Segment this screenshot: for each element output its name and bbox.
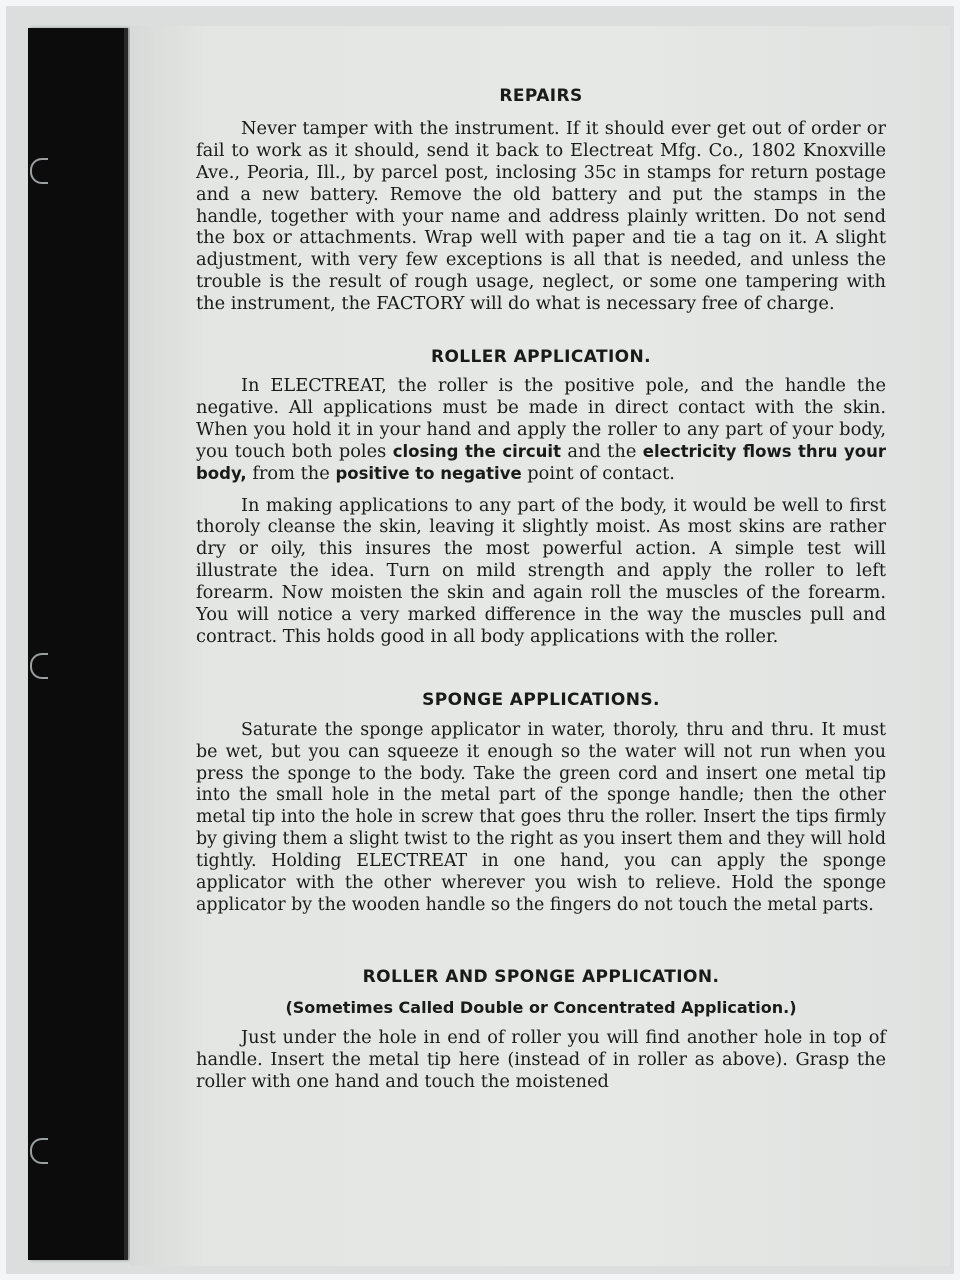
roller-sponge-subheading: (Sometimes Called Double or Concentrated Application.) [285, 997, 797, 1017]
roller-sponge-heading: ROLLER AND SPONGE APPLICATION. [362, 966, 720, 987]
roller-heading: ROLLER APPLICATION. [430, 347, 652, 368]
roller-paragraph-2: In making applications to any part of the body, it would be well to first thoroly cleanse the skin, leaving it slightly moist. As most skins are rather dry or oily, this insures the most powerful action. A simple test will illustrate the idea. Turn on mild strength and apply the roller to left forearm. Now moisten the skin and again roll the muscles of the forearm. You will notice a very marked difference in the way the muscles pull and contract. This holds good in all body applications with the roller. [196, 494, 886, 647]
roller-bold-closing-circuit: closing the circuit [392, 441, 561, 461]
roller-paragraph-1 [196, 375, 886, 485]
roller-text-c: and the [560, 440, 643, 462]
document-page [130, 26, 950, 1266]
repairs-heading: REPAIRS [499, 86, 583, 106]
book-binding [28, 28, 128, 1260]
roller-sponge-paragraph: Just under the hole in end of roller you will find another hole in top of handle. Insert the metal tip here (instead of in roller as above). Grasp the roller with one hand and touch the moistened [196, 1026, 886, 1092]
sponge-heading: SPONGE APPLICATIONS. [422, 689, 660, 710]
binding-ring [30, 158, 48, 184]
repairs-paragraph: Never tamper with the instrument. If it should ever get out of order or fail to work as it should, send it back to Electreat Mfg. Co., 1802 Knoxville Ave., Peoria, Ill., by parcel post, inclosing 35c in stamps for return postage and a new battery. Remove the old battery and put the stamps in the handle, together with your name and address plainly written. Do not send the box or attachments. Wrap well with paper and tie a tag on it. A slight adjustment, with very few exceptions is all that is needed, and unless the trouble is the result of rough usage, neglect, or some one tampering with the instrument, the FACTORY will do what is necessary free of charge. [196, 117, 886, 315]
roller-bold-electricity-flows: electricity flows thru your body, [196, 441, 887, 483]
roller-text-a: In ELECTREAT, the roller is the positive pole, and the handle the negative. All applications must be made in direct contact with the skin. When you hold it in your hand and apply the roller to any part of your body, you touch both poles [196, 374, 886, 462]
page-content [196, 86, 886, 1092]
binding-ring [30, 653, 48, 679]
binding-edge [124, 28, 128, 1260]
binding-ring [30, 1138, 48, 1164]
roller-bold-positive-negative: positive to negative [335, 463, 522, 483]
sponge-paragraph: Saturate the sponge applicator in water, thoroly, thru and thru. It must be wet, but you can squeeze it enough so the water will not run when you press the sponge to the body. Take the green cord and insert one metal tip into the small hole in the metal part of the sponge handle; then the other metal tip into the hole in screw that goes thru the roller. Insert the tips firmly by giving them a slight twist to the right as you insert them and they will hold tightly. Holding ELECTREAT in one hand, you can apply the sponge applicator with the other wherever you wish to relieve. Hold the sponge applicator by the wooden handle so the fingers do not touch the metal parts. [196, 719, 886, 915]
roller-text-d: from the [246, 462, 336, 484]
roller-text-e: point of contact. [521, 462, 675, 484]
